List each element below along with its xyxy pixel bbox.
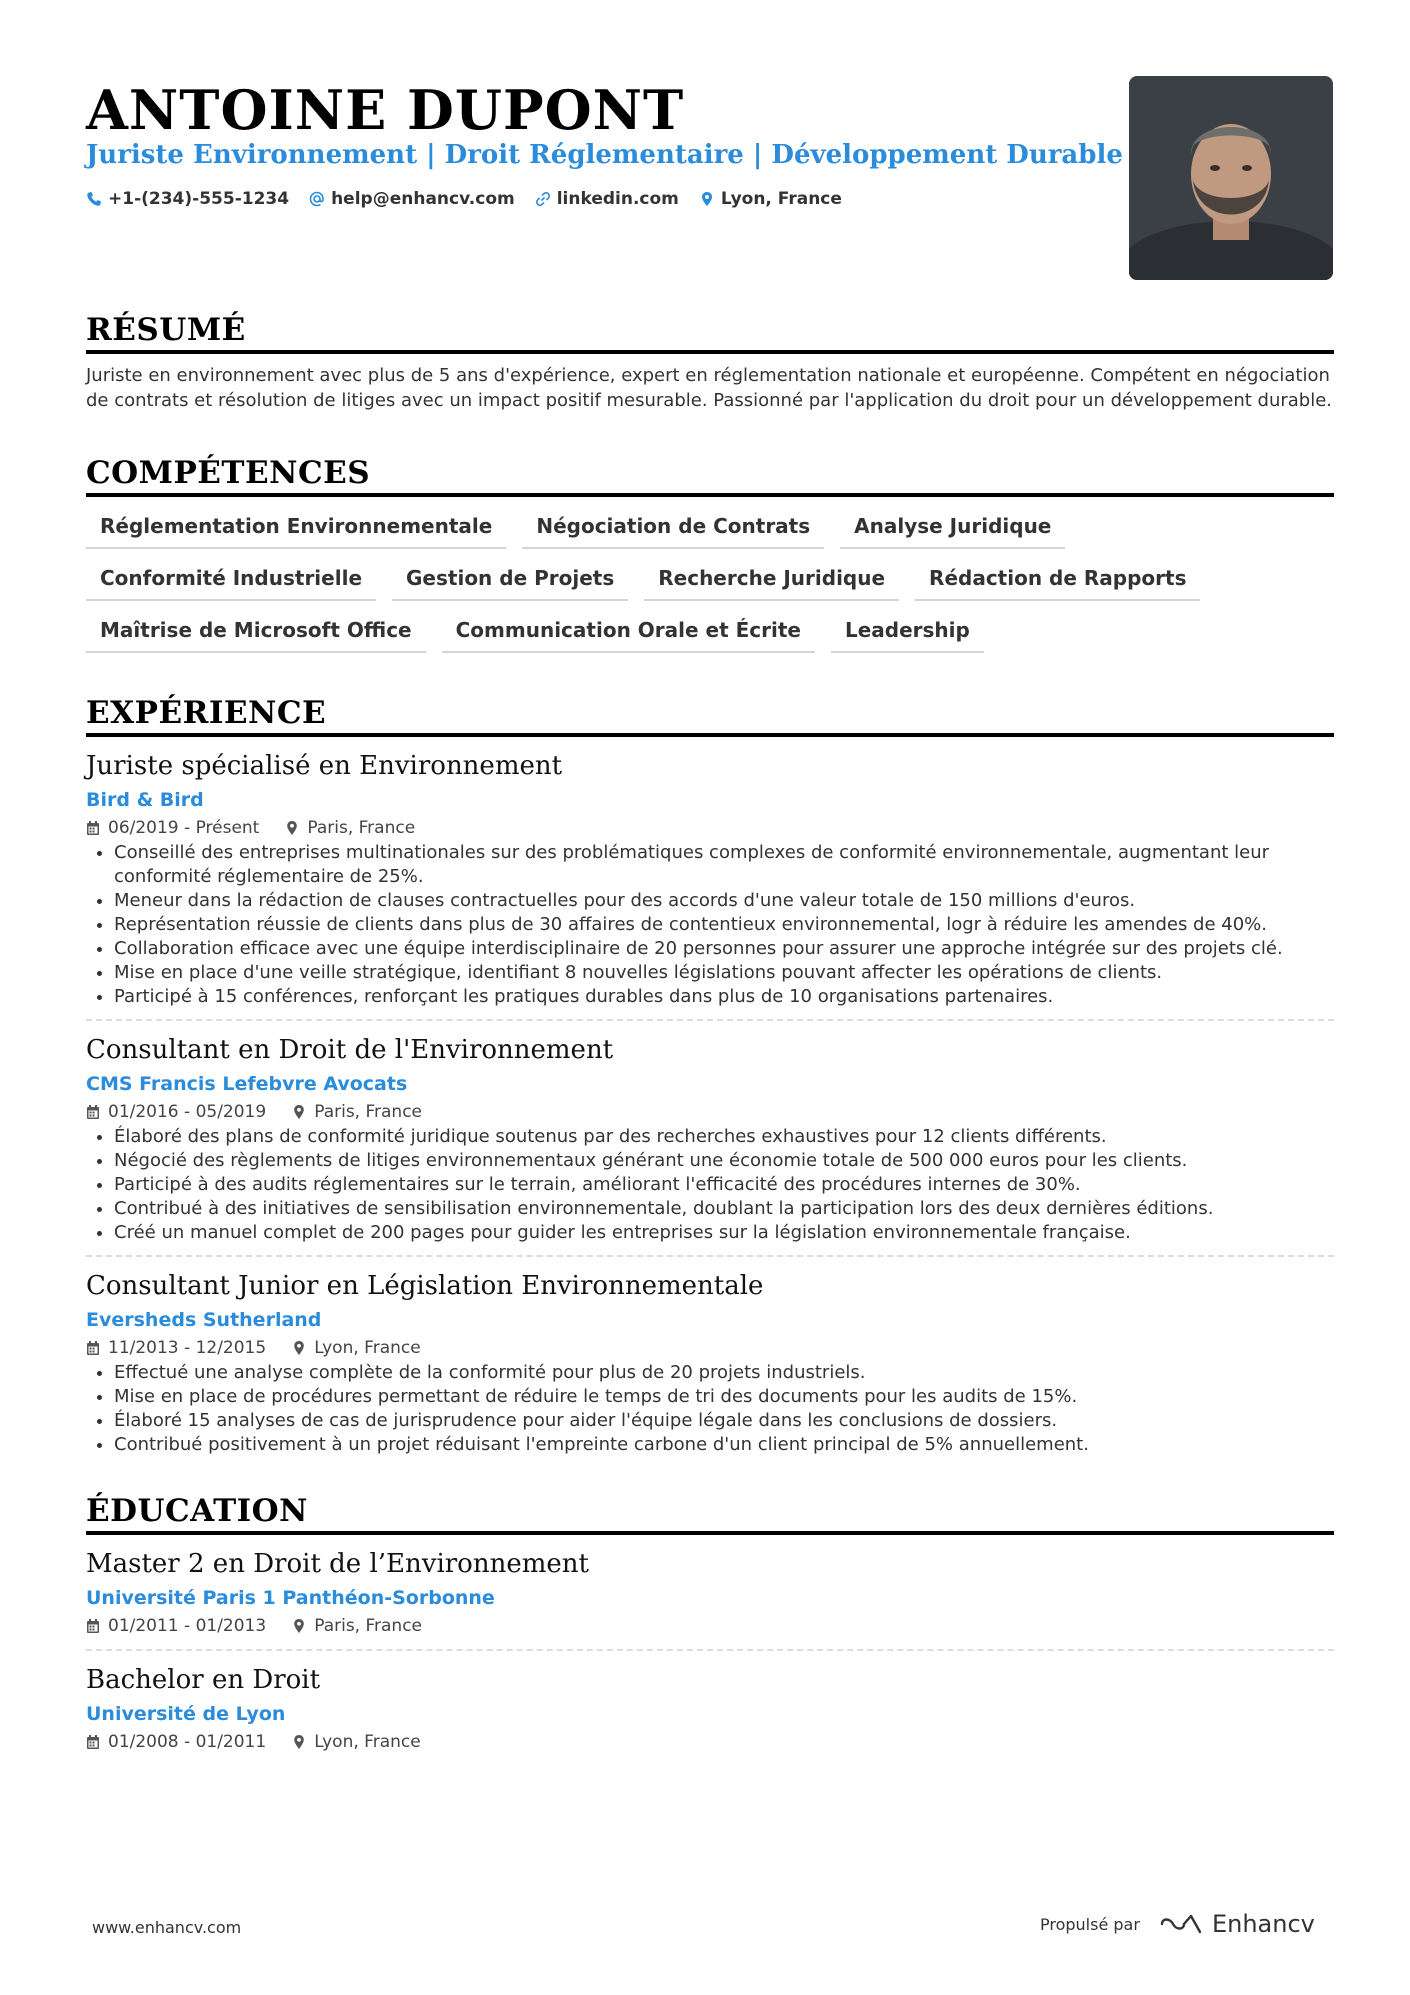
resume-header <box>86 0 1334 300</box>
job-bullets <box>86 1125 1334 1245</box>
list-item: • Mise en place d'une veille stratégique, identifiant 8 nouvelles législations pouvant affecter les opérations de clients. <box>114 961 1334 985</box>
skill-tag: Rédaction de Rapports <box>915 557 1200 601</box>
school-name[interactable]: Université Paris 1 Panthéon-Sorbonne <box>86 1587 495 1609</box>
job-entry <box>86 1033 1334 1257</box>
list-item: • Élaboré des plans de conformité juridique soutenus par des recherches exhaustives pour 12 clients différents. <box>114 1125 1334 1149</box>
job-bullets <box>86 841 1334 1009</box>
resume-page <box>86 0 1334 1755</box>
enhancv-logo-text: Enhancv <box>1211 1910 1315 1938</box>
contact-list <box>86 186 842 212</box>
list-item: • Contribué positivement à un projet réduisant l'empreinte carbone d'un client principal de 5% annuellement. <box>114 1433 1334 1457</box>
education-entry <box>86 1663 1334 1755</box>
education-meta <box>86 1729 1334 1755</box>
list-item: • Collaboration efficace avec une équipe interdisciplinaire de 20 personnes pour assurer une approche intégrée sur des projets clé. <box>114 937 1334 961</box>
skill-tag: Communication Orale et Écrite <box>442 609 815 653</box>
powered-by-label: Propulsé par <box>1040 1914 1140 1934</box>
degree-title: Master 2 en Droit de l’Environnement <box>86 1549 589 1579</box>
job-entry <box>86 749 1334 1021</box>
education-entry <box>86 1547 1334 1651</box>
skill-tag: Conformité Industrielle <box>86 557 376 601</box>
calendar-icon <box>86 1340 100 1356</box>
location-pin-icon <box>292 1734 306 1750</box>
list-item: • Participé à 15 conférences, renforçant les pratiques durables dans plus de 10 organisations partenaires. <box>114 985 1334 1009</box>
list-item: • Effectué une analyse complète de la conformité pour plus de 20 projets industriels. <box>114 1361 1334 1385</box>
list-item: • Créé un manuel complet de 200 pages pour guider les entreprises sur la législation environnementale française. <box>114 1221 1334 1245</box>
job-dates: 11/2013 - 12/2015 <box>108 1338 267 1358</box>
education-location: Paris, France <box>314 1616 423 1636</box>
company-name[interactable]: Eversheds Sutherland <box>86 1309 322 1331</box>
list-item: • Contribué à des initiatives de sensibilisation environnementale, doublant la participation lors des deux dernières éditions. <box>114 1197 1334 1221</box>
list-item: • Participé à des audits réglementaires sur le terrain, améliorant l'efficacité des procédures internes de 30%. <box>114 1173 1334 1197</box>
list-item: • Meneur dans la rédaction de clauses contractuelles pour des accords d'une valeur totale de 150 millions d'euros. <box>114 889 1334 913</box>
entry-divider <box>86 1255 1334 1257</box>
job-title: Juriste spécialisé en Environnement <box>86 751 563 781</box>
at-icon <box>309 191 325 207</box>
footer-branding <box>1040 1910 1315 1938</box>
enhancv-logo[interactable] <box>1158 1910 1315 1938</box>
skill-tag: Maîtrise de Microsoft Office <box>86 609 426 653</box>
job-meta <box>86 1099 1334 1125</box>
company-name[interactable]: Bird & Bird <box>86 789 204 811</box>
entry-divider <box>86 1019 1334 1021</box>
education-meta <box>86 1613 1334 1639</box>
list-item: • Élaboré 15 analyses de cas de jurisprudence pour aider l'équipe légale dans les conclusions de dossiers. <box>114 1409 1334 1433</box>
list-item: • Conseillé des entreprises multinationales sur des problématiques complexes de conformité environnementale, augmentant leur conformité réglementaire de 25%. <box>114 841 1334 889</box>
calendar-icon <box>86 1618 100 1634</box>
link-icon <box>535 191 551 207</box>
degree-title: Bachelor en Droit <box>86 1665 321 1695</box>
skill-tag: Analyse Juridique <box>840 505 1065 549</box>
skills-heading: COMPÉTENCES <box>86 453 1334 497</box>
skill-tag: Leadership <box>831 609 984 653</box>
skill-tag: Réglementation Environnementale <box>86 505 506 549</box>
location-pin-icon <box>292 1104 306 1120</box>
enhancv-logo-icon <box>1158 1912 1204 1936</box>
candidate-name: ANTOINE DUPONT <box>86 78 685 142</box>
location-pin-icon <box>699 191 715 207</box>
contact-phone-text: +1-(234)-555-1234 <box>108 189 290 209</box>
summary-section <box>86 310 1334 413</box>
contact-location-text: Lyon, France <box>720 189 842 209</box>
experience-heading: EXPÉRIENCE <box>86 693 1334 737</box>
list-item: • Représentation réussie de clients dans plus de 30 affaires de contentieux environnemental, logr à réduire les amendes de 40%. <box>114 913 1334 937</box>
contact-phone[interactable] <box>86 186 289 212</box>
contact-linkedin[interactable] <box>535 186 679 212</box>
footer-website[interactable]: www.enhancv.com <box>92 1918 242 1937</box>
contact-location <box>699 186 842 212</box>
entry-divider <box>86 1649 1334 1651</box>
education-heading: ÉDUCATION <box>86 1491 1334 1535</box>
calendar-icon <box>86 1104 100 1120</box>
phone-icon <box>86 191 102 207</box>
job-meta <box>86 815 1334 841</box>
education-dates: 01/2011 - 01/2013 <box>108 1616 267 1636</box>
education-section <box>86 1491 1334 1755</box>
job-location: Paris, France <box>314 1102 423 1122</box>
company-name[interactable]: CMS Francis Lefebvre Avocats <box>86 1073 408 1095</box>
experience-section <box>86 693 1334 1457</box>
job-dates: 06/2019 - Présent <box>108 818 260 838</box>
job-location: Lyon, France <box>314 1338 421 1358</box>
education-location: Lyon, France <box>314 1732 421 1752</box>
skill-tag: Gestion de Projets <box>392 557 628 601</box>
job-title: Consultant Junior en Législation Environnementale <box>86 1271 764 1301</box>
skill-tag: Recherche Juridique <box>644 557 899 601</box>
candidate-headline: Juriste Environnement | Droit Réglementaire | Développement Durable <box>86 140 1123 170</box>
summary-heading: RÉSUMÉ <box>86 310 1334 354</box>
calendar-icon <box>86 820 100 836</box>
education-dates: 01/2008 - 01/2011 <box>108 1732 267 1752</box>
profile-photo <box>1129 76 1333 280</box>
location-pin-icon <box>292 1618 306 1634</box>
job-bullets <box>86 1361 1334 1457</box>
contact-linkedin-text: linkedin.com <box>556 189 679 209</box>
skill-tag: Négociation de Contrats <box>522 505 824 549</box>
job-dates: 01/2016 - 05/2019 <box>108 1102 267 1122</box>
skills-section <box>86 453 1334 661</box>
school-name[interactable]: Université de Lyon <box>86 1703 286 1725</box>
location-pin-icon <box>285 820 299 836</box>
job-meta <box>86 1335 1334 1361</box>
list-item: • Négocié des règlements de litiges environnementaux générant une économie totale de 500 000 euros pour les clients. <box>114 1149 1334 1173</box>
skills-list <box>86 497 1334 661</box>
summary-text: Juriste en environnement avec plus de 5 ans d'expérience, expert en réglementation nationale et européenne. Compétent en négociation de contrats et résolution de litiges avec un impact positif mesurable. Passionné par l'application du droit pour un développement durable. <box>86 365 1333 411</box>
job-entry <box>86 1269 1334 1457</box>
location-pin-icon <box>292 1340 306 1356</box>
list-item: • Mise en place de procédures permettant de réduire le temps de tri des documents pour les audits de 15%. <box>114 1385 1334 1409</box>
job-title: Consultant en Droit de l'Environnement <box>86 1035 614 1065</box>
calendar-icon <box>86 1734 100 1750</box>
contact-email[interactable] <box>309 186 515 212</box>
job-location: Paris, France <box>307 818 416 838</box>
contact-email-text: help@enhancv.com <box>331 189 515 209</box>
